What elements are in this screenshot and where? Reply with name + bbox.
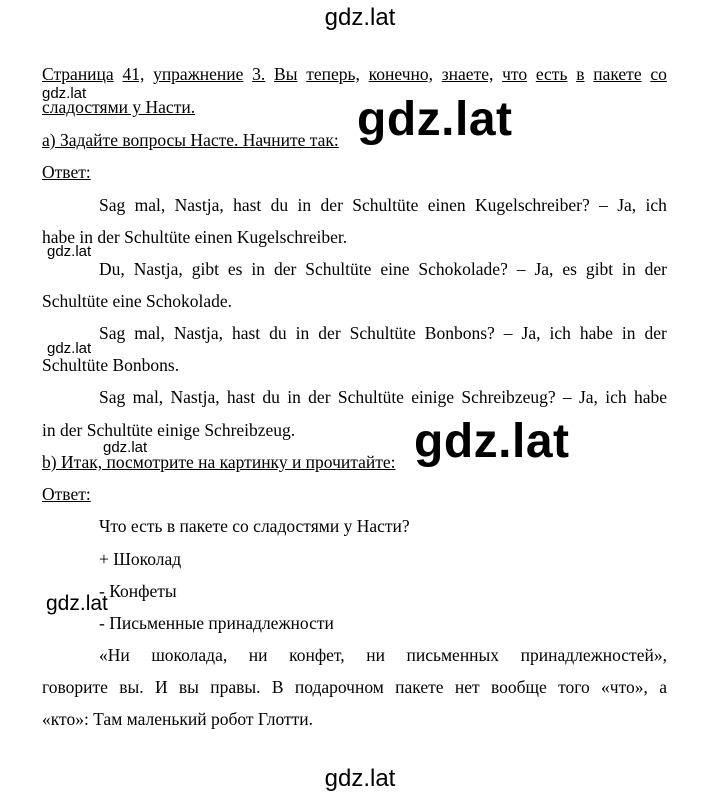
paragraph-line: «кто»: Там маленький робот Глотти. xyxy=(42,709,314,729)
list-item: - Письменные принадлежности xyxy=(99,613,334,633)
list-item: - Конфеты xyxy=(99,581,177,601)
paragraph-line: говорите вы. И вы правы. В подарочном пакете нет вообще того «что», а xyxy=(42,677,667,697)
paragraph-line: Du, Nastja, gibt es in der Schultüte eine Schokolade? – Ja, es gibt in der xyxy=(99,259,667,279)
section-b-answer-label: Ответ: xyxy=(42,484,91,504)
section-a-answer-label: Ответ: xyxy=(42,162,91,182)
watermark-large: gdz.lat xyxy=(357,93,513,146)
paragraph-line: Sag mal, Nastja, hast du in der Schultüte einen Kugelschreiber? – Ja, ich xyxy=(99,195,667,215)
header-line-1: Страница 41, упражнение 3. Вы теперь, конечно, знаете, что есть в пакете со xyxy=(42,64,667,84)
question-text: Что есть в пакете со сладостями у Насти? xyxy=(99,516,410,536)
paragraph-line: Sag mal, Nastja, hast du in der Schultüte Bonbons? – Ja, ich habe in der xyxy=(99,323,667,343)
paragraph-line: in der Schultüte einige Schreibzeug. xyxy=(42,420,296,440)
header-line-2: сладостями у Насти. xyxy=(42,97,196,117)
watermark-small: gdz.lat xyxy=(47,243,92,260)
paragraph-line: Schultüte Bonbons. xyxy=(42,355,180,375)
section-a-title: а) Задайте вопросы Насте. Начните так: xyxy=(42,130,339,150)
paragraph-line: Schultüte eine Schokolade. xyxy=(42,291,233,311)
paragraph-line: «Ни шоколада, ни конфет, ни письменных принадлежностей», xyxy=(99,645,667,665)
list-item: + Шоколад xyxy=(99,549,182,569)
watermark-top: gdz.lat xyxy=(324,4,396,31)
paragraph-line: Sag mal, Nastja, hast du in der Schultüte einige Schreibzeug? – Ja, ich habe xyxy=(99,387,667,407)
watermark-small: gdz.lat xyxy=(47,340,92,357)
watermark-large: gdz.lat xyxy=(414,415,570,468)
section-b-title: b) Итак, посмотрите на картинку и прочитайте: xyxy=(42,452,396,472)
paragraph-line: habe in der Schultüte einen Kugelschreiber. xyxy=(42,227,348,247)
watermark-small: gdz.lat xyxy=(42,85,87,102)
watermark-medium: gdz.lat xyxy=(46,592,108,615)
watermark-small: gdz.lat xyxy=(103,439,148,456)
watermark-bottom: gdz.lat xyxy=(324,765,396,792)
